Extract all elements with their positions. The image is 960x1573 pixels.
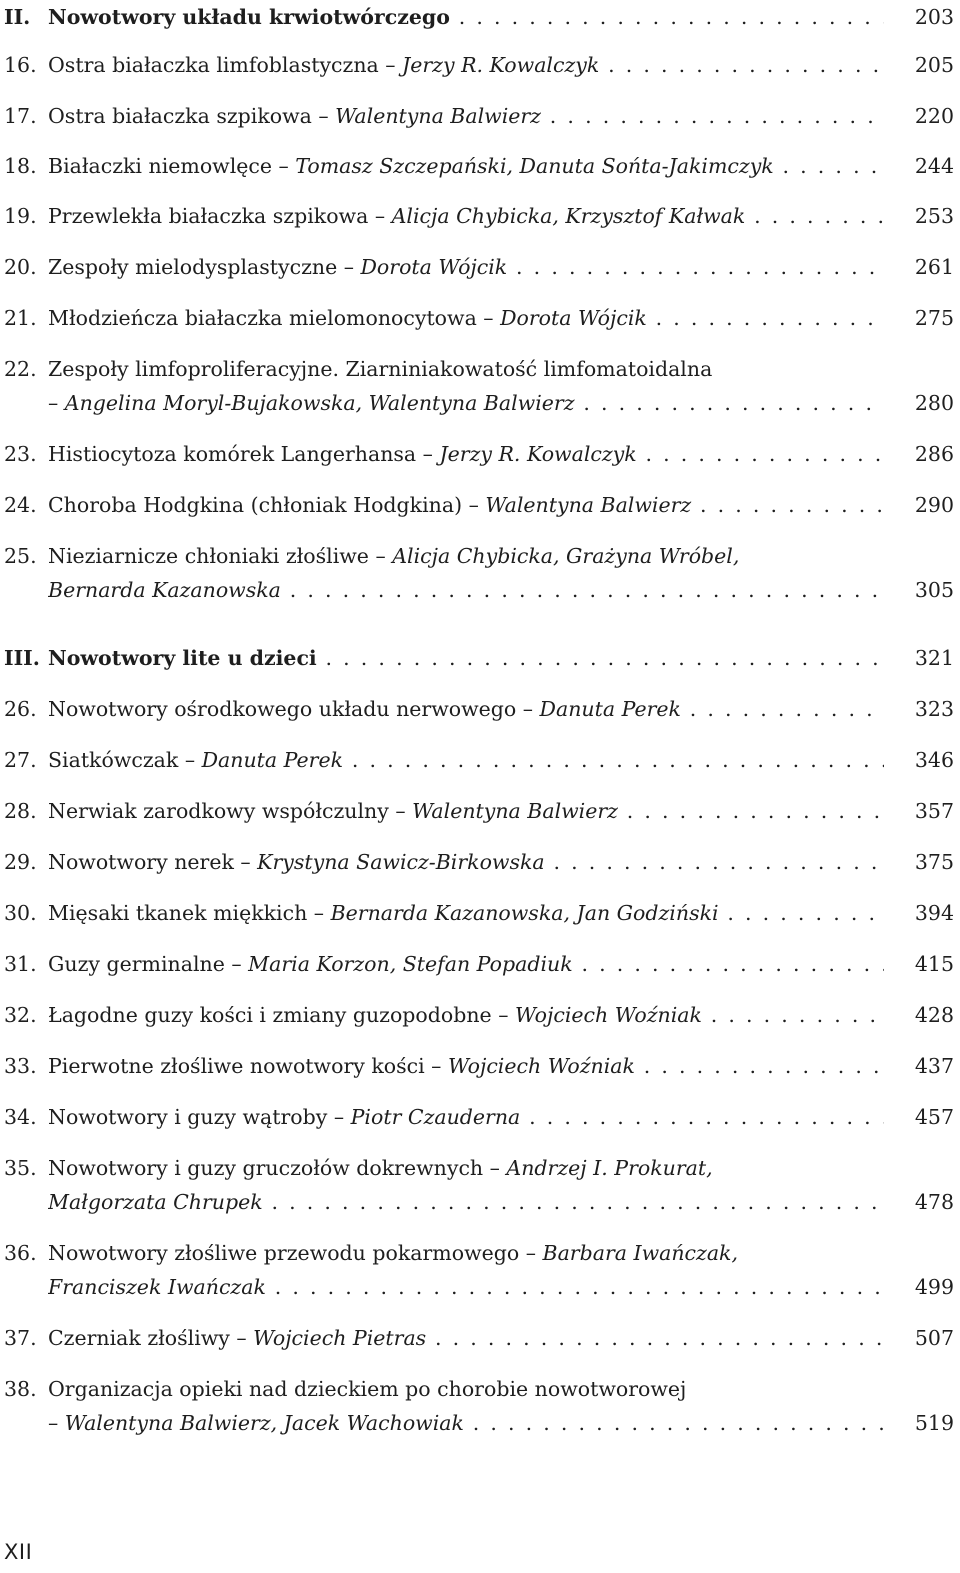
entry-author: Tomasz Szczepański, Danuta Sońta-Jakimczyk — [295, 154, 774, 178]
entry-title: Przewlekła białaczka szpikowa – — [48, 204, 392, 228]
entry-author: Wojciech Pietras — [253, 1326, 427, 1350]
entry-author: Dorota Wójcik — [360, 255, 508, 279]
entry-author: Alicja Chybicka, Grażyna Wróbel, — [392, 544, 740, 568]
entry-number: 19. — [4, 204, 37, 228]
entry-page-number: 280 — [914, 391, 954, 415]
entry-title: Guzy germinalne – — [48, 952, 249, 976]
entry-title: Zespoły mielodysplastyczne – — [48, 255, 361, 279]
entry-page-number: 437 — [914, 1054, 954, 1078]
entry-title: Nowotwory złośliwe przewodu pokarmowego – — [48, 1241, 543, 1265]
toc-chapter-row — [4, 947, 954, 981]
entry-title: Nerwiak zarodkowy współczulny – — [48, 799, 413, 823]
entry-page-number: 323 — [914, 697, 954, 721]
toc-chapter-row — [4, 896, 954, 930]
entry-page-number: 375 — [914, 850, 954, 874]
entry-title: Organizacja opieki nad dzieckiem po chorobie nowotworowej — [48, 1377, 687, 1401]
entry-page-number: 220 — [914, 104, 954, 128]
entry-author: Franciszek Iwańczak — [48, 1275, 266, 1299]
entry-number: III. — [4, 646, 40, 670]
entry-title: Nowotwory ośrodkowego układu nerwowego – — [48, 697, 540, 721]
entry-page-number: 261 — [914, 255, 954, 279]
toc-chapter-row — [4, 301, 954, 335]
entry-page-number: 205 — [914, 53, 954, 77]
entry-author: Walentyna Balwierz — [335, 104, 541, 128]
entry-author: Walentyna Balwierz, Jacek Wachowiak — [64, 1411, 464, 1435]
entry-page-number: 275 — [914, 306, 954, 330]
entry-author: Danuta Perek — [539, 697, 681, 721]
entry-page-number: 394 — [914, 901, 954, 925]
toc-section-row — [4, 641, 954, 675]
toc-chapter-row — [4, 199, 954, 233]
entry-page-number: 305 — [914, 578, 954, 602]
toc-chapter-row — [4, 743, 954, 777]
entry-number: 36. — [4, 1241, 37, 1265]
author-dash: – — [48, 391, 65, 415]
entry-author: Alicja Chybicka, Krzysztof Kałwak — [391, 204, 746, 228]
entry-author: Jerzy R. Kowalczyk — [439, 442, 637, 466]
entry-number: 37. — [4, 1326, 37, 1350]
entry-author: Piotr Czauderna — [350, 1105, 521, 1129]
toc-section-row — [4, 0, 954, 34]
entry-number: 28. — [4, 799, 37, 823]
entry-page-number: 244 — [914, 154, 954, 178]
entry-number: 27. — [4, 748, 37, 772]
toc-chapter-row — [4, 99, 954, 133]
entry-title: Pierwotne złośliwe nowotwory kości – — [48, 1054, 448, 1078]
entry-page-number: 253 — [914, 204, 954, 228]
entry-title: Ostra białaczka limfoblastyczna – — [48, 53, 403, 77]
entry-title: Czerniak złośliwy – — [48, 1326, 254, 1350]
entry-author: Dorota Wójcik — [500, 306, 647, 330]
entry-number: 23. — [4, 442, 37, 466]
entry-number: 25. — [4, 544, 37, 568]
page-number-footer: XII — [4, 1540, 33, 1564]
entry-number: 22. — [4, 357, 37, 381]
entry-page-number: 357 — [914, 799, 954, 823]
entry-title: Nowotwory i guzy gruczołów dokrewnych – — [48, 1156, 507, 1180]
toc-chapter-row — [4, 437, 954, 471]
entry-title: Nowotwory nerek – — [48, 850, 258, 874]
entry-number: 31. — [4, 952, 37, 976]
entry-author: Barbara Iwańczak, — [542, 1241, 738, 1265]
entry-title: Nowotwory lite u dzieci — [48, 646, 317, 670]
entry-author: Bernarda Kazanowska, Jan Godziński — [330, 901, 719, 925]
entry-page-number: 415 — [914, 952, 954, 976]
entry-number: 17. — [4, 104, 37, 128]
entry-title: Nowotwory układu krwiotwórczego — [48, 5, 450, 29]
entry-title: Młodzieńcza białaczka mielomonocytowa – — [48, 306, 501, 330]
entry-number: 29. — [4, 850, 37, 874]
entry-number: 24. — [4, 493, 37, 517]
toc-chapter-row — [4, 352, 954, 420]
entry-number: 21. — [4, 306, 37, 330]
toc-chapter-row — [4, 1049, 954, 1083]
entry-page-number: 499 — [914, 1275, 954, 1299]
entry-page-number: 290 — [914, 493, 954, 517]
entry-page-number: 519 — [914, 1411, 954, 1435]
entry-title: Choroba Hodgkina (chłoniak Hodgkina) – — [48, 493, 486, 517]
entry-author: Andrzej I. Prokurat, — [506, 1156, 713, 1180]
entry-author: Wojciech Woźniak — [447, 1054, 635, 1078]
author-dash: – — [48, 1411, 65, 1435]
entry-author: Wojciech Woźniak — [514, 1003, 702, 1027]
toc-chapter-row — [4, 48, 954, 82]
entry-number: 34. — [4, 1105, 37, 1129]
toc-chapter-row — [4, 1321, 954, 1355]
entry-author: Danuta Perek — [201, 748, 343, 772]
toc-chapter-row — [4, 539, 954, 607]
toc-chapter-row — [4, 1372, 954, 1440]
entry-title: Zespoły limfoproliferacyjne. Ziarniniakowatość limfomatoidalna — [48, 357, 713, 381]
entry-page-number: 457 — [914, 1105, 954, 1129]
entry-title: Łagodne guzy kości i zmiany guzopodobne – — [48, 1003, 515, 1027]
toc-chapter-row — [4, 1236, 954, 1304]
toc-chapter-row — [4, 845, 954, 879]
entry-page-number: 203 — [914, 5, 954, 29]
toc-chapter-row — [4, 794, 954, 828]
entry-page-number: 507 — [914, 1326, 954, 1350]
entry-title: Histiocytoza komórek Langerhansa – — [48, 442, 440, 466]
toc-chapter-row — [4, 488, 954, 522]
entry-page-number: 478 — [914, 1190, 954, 1214]
toc-chapter-row — [4, 250, 954, 284]
entry-number: 35. — [4, 1156, 37, 1180]
entry-author: Walentyna Balwierz — [485, 493, 692, 517]
entry-page-number: 346 — [914, 748, 954, 772]
entry-page-number: 286 — [914, 442, 954, 466]
toc-chapter-row — [4, 1100, 954, 1134]
entry-title: Nieziarnicze chłoniaki złośliwe – — [48, 544, 393, 568]
toc-chapter-row — [4, 149, 954, 183]
entry-author: Angelina Moryl-Bujakowska, Walentyna Balwierz — [64, 391, 575, 415]
entry-number: 33. — [4, 1054, 37, 1078]
entry-author: Bernarda Kazanowska — [48, 578, 281, 602]
entry-title: Mięsaki tkanek miękkich – — [48, 901, 331, 925]
entry-title: Ostra białaczka szpikowa – — [48, 104, 336, 128]
entry-page-number: 321 — [914, 646, 954, 670]
entry-title: Siatkówczak – — [48, 748, 202, 772]
entry-number: 30. — [4, 901, 37, 925]
entry-author: Maria Korzon, Stefan Popadiuk — [248, 952, 573, 976]
toc-chapter-row — [4, 998, 954, 1032]
entry-author: Walentyna Balwierz — [412, 799, 618, 823]
entry-title: Białaczki niemowlęce – — [48, 154, 296, 178]
toc-chapter-row — [4, 692, 954, 726]
entry-page-number: 428 — [914, 1003, 954, 1027]
entry-author: Jerzy R. Kowalczyk — [402, 53, 600, 77]
entry-author: Małgorzata Chrupek — [48, 1190, 263, 1214]
entry-number: 16. — [4, 53, 37, 77]
entry-number: 38. — [4, 1377, 37, 1401]
entry-number: 18. — [4, 154, 37, 178]
entry-author: Krystyna Sawicz-Birkowska — [257, 850, 545, 874]
entry-number: II. — [4, 5, 31, 29]
entry-number: 32. — [4, 1003, 37, 1027]
entry-number: 20. — [4, 255, 37, 279]
entry-number: 26. — [4, 697, 37, 721]
entry-title: Nowotwory i guzy wątroby – — [48, 1105, 351, 1129]
toc-chapter-row — [4, 1151, 954, 1219]
